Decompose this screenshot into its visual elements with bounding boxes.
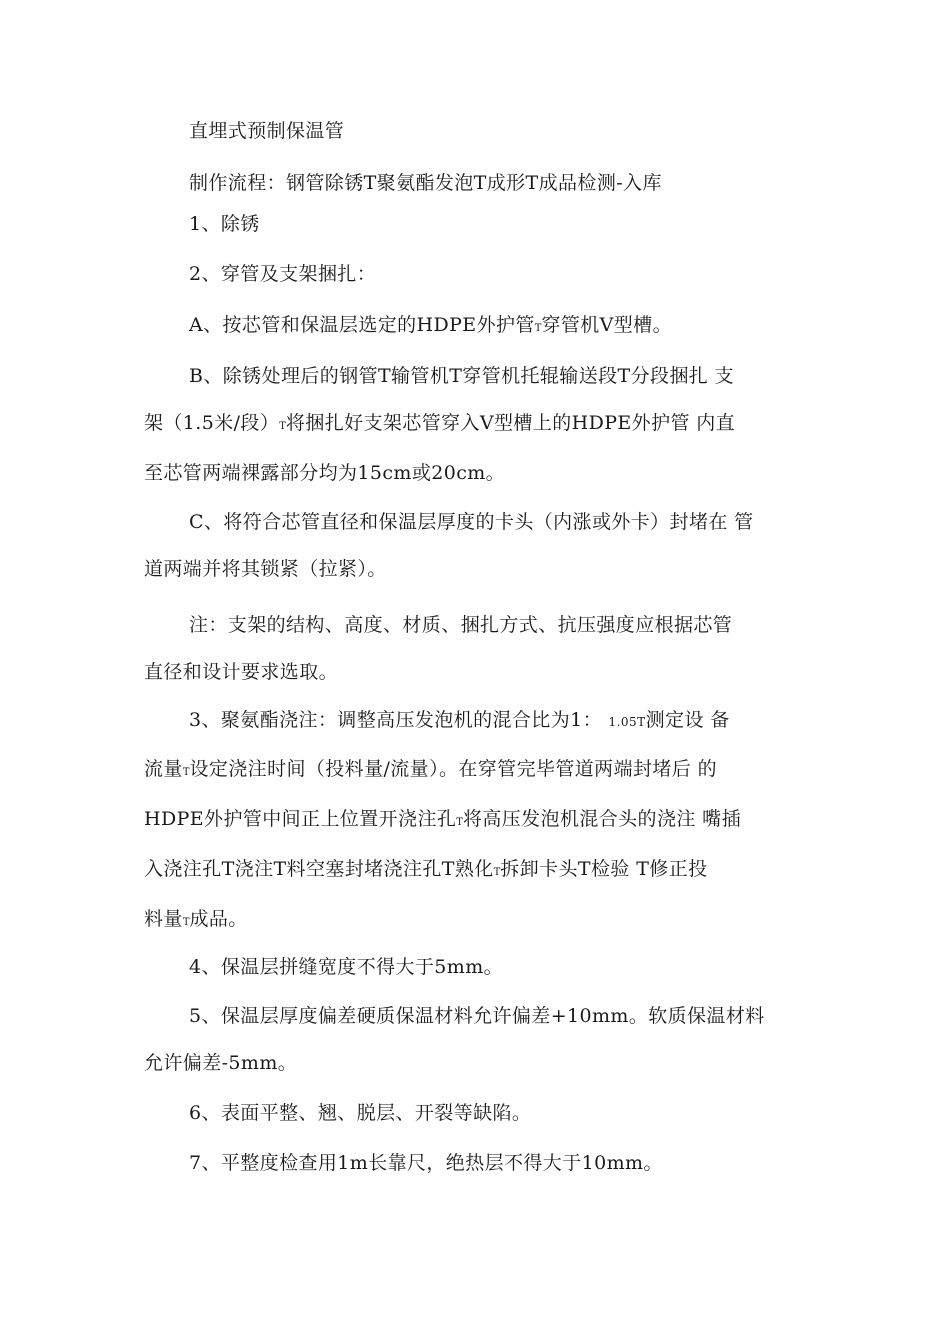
arrow-mark: T [182, 767, 190, 778]
document-title: 直埋式预制保温管 [189, 120, 345, 142]
note-paragraph: 注：支架的结构、高度、材质、捆扎方式、抗压强度应根据芯管 直径和设计要求选取。 [144, 614, 733, 683]
arrow-mark: T [279, 421, 286, 432]
step-2-threading: 2、穿管及支架捆扎： [189, 263, 377, 285]
step-2b: B、除锈处理后的钢管T输管机T穿管机托辊输送段T分段捆扎 支 架（1.5米/段）T将捆扎好支架芯管穿入V型槽上的HDPE外护管 内直 至芯管两端裸露部分均为15cm或20cm。 [144, 365, 736, 484]
arrow-mark: T [456, 817, 463, 828]
step-6-surface: 6、表面平整、翘、脱层、开裂等缺陷。 [189, 1102, 532, 1124]
process-flow: 制作流程：钢管除锈T聚氨酯发泡T成形T成品检测-入库 [189, 172, 662, 194]
step-3-polyurethane-pouring: 3、聚氨酯浇注：调整高压发泡机的混合比为1： 1.05T测定设 备 流量T设定浇注时间（投料量/流量）。在穿管完毕管道两端封堵后 的 HDPE外护管中间正上位置开浇注孔T将高压发泡机混合头的浇注 嘴插 入浇注孔T浇注T料空塞封堵浇注孔T熟化T拆卸卡头T检验 T修正投 料量T成品。 [144, 709, 741, 930]
arrow-mark: T [493, 867, 501, 878]
arrow-mark: T [182, 917, 190, 928]
step-1-derusting: 1、除锈 [189, 213, 260, 235]
step-7-flatness: 7、平整度检查用1m长靠尺，绝热层不得大于10mm。 [189, 1152, 663, 1174]
arrow-mark: T [534, 323, 542, 334]
step-2a: A、按芯管和保温层选定的HDPE外护管T穿管机V型槽。 [189, 314, 672, 336]
step-5-thickness-tolerance: 5、保温层厚度偏差硬质保温材料允许偏差+10mm。软质保温材料 允许偏差-5mm。 [144, 1005, 765, 1074]
mix-ratio: 1.05T [608, 715, 646, 729]
step-2c: C、将符合芯管直径和保温层厚度的卡头（内涨或外卡）封堵在 管 道两端并将其锁紧（拉紧）。 [144, 511, 754, 580]
step-4-joint-width: 4、保温层拼缝宽度不得大于5mm。 [189, 956, 504, 978]
